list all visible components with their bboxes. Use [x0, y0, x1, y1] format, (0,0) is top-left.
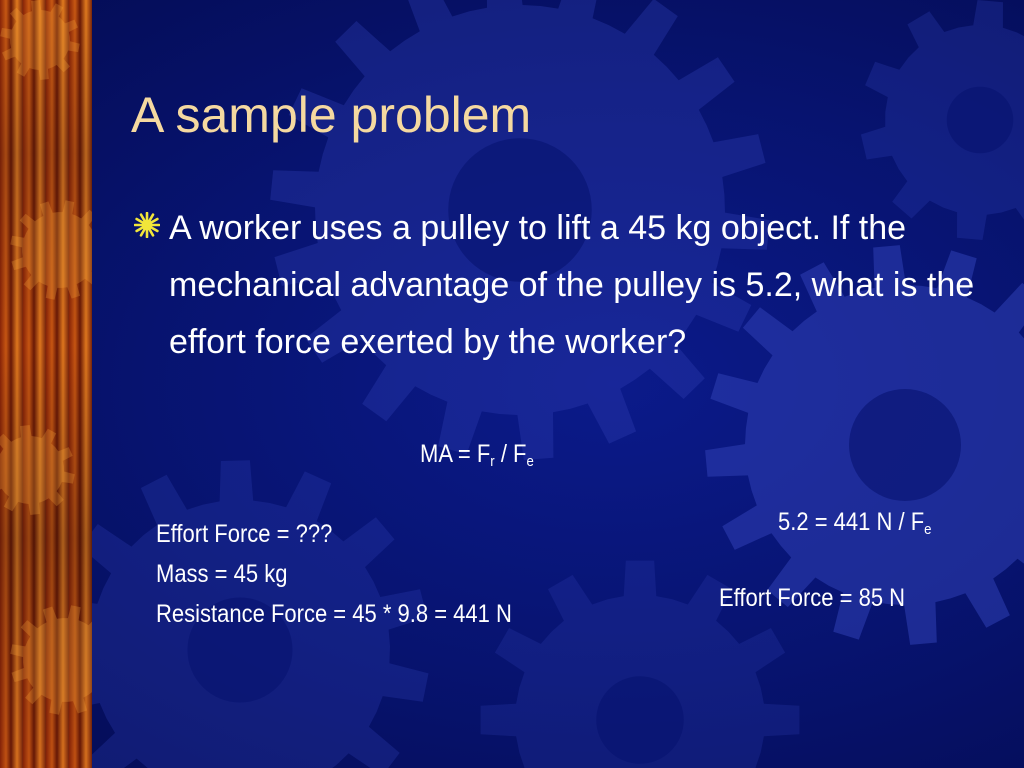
strip-gear-shape: [0, 0, 80, 80]
solve-formula-prefix: 5.2 = 441 N / F: [778, 508, 925, 536]
given-effort-force: Effort Force = ???: [156, 520, 333, 548]
background-gear-hub: [596, 676, 684, 764]
ma-formula-middle: / F: [494, 440, 527, 468]
ma-formula: [420, 440, 534, 470]
bullet-ray: [150, 230, 153, 235]
bullet-ray: [152, 219, 157, 222]
bullet-ray: [137, 228, 142, 231]
strip-gears-overlay: [0, 0, 92, 768]
given-resistance-force: Resistance Force = 45 * 9.8 = 441 N: [156, 600, 512, 628]
strip-gear-shape: [0, 425, 75, 515]
strip-gear-shape: [10, 200, 92, 299]
ma-formula-prefix: MA = F: [420, 440, 491, 468]
bullet-ray: [141, 215, 144, 220]
solve-formula-sub-e: e: [924, 521, 932, 538]
givens-list: [156, 514, 512, 634]
effort-force-result: Effort Force = 85 N: [719, 584, 906, 612]
bullet-ray: [141, 230, 144, 235]
slide-title: A sample problem: [131, 87, 532, 143]
bullet-ray: [137, 219, 142, 222]
problem-statement: A worker uses a pulley to lift a 45 kg object. If the mechanical advantage of the pulley is 5.2, what is the effort force exerted by the worker?: [169, 209, 975, 361]
bullet-ray: [150, 215, 153, 220]
given-mass: Mass = 45 kg: [156, 560, 288, 588]
background-gear-hub: [947, 87, 1014, 154]
sunburst-bullet-icon: [134, 212, 160, 238]
background-gear-hub: [849, 389, 961, 501]
ma-formula-sub-e: e: [526, 453, 534, 470]
bullet-ray: [152, 228, 157, 231]
strip-gear-shape: [10, 605, 92, 714]
ma-formula-sub-r: r: [490, 453, 495, 470]
solve-formula: [778, 508, 931, 538]
